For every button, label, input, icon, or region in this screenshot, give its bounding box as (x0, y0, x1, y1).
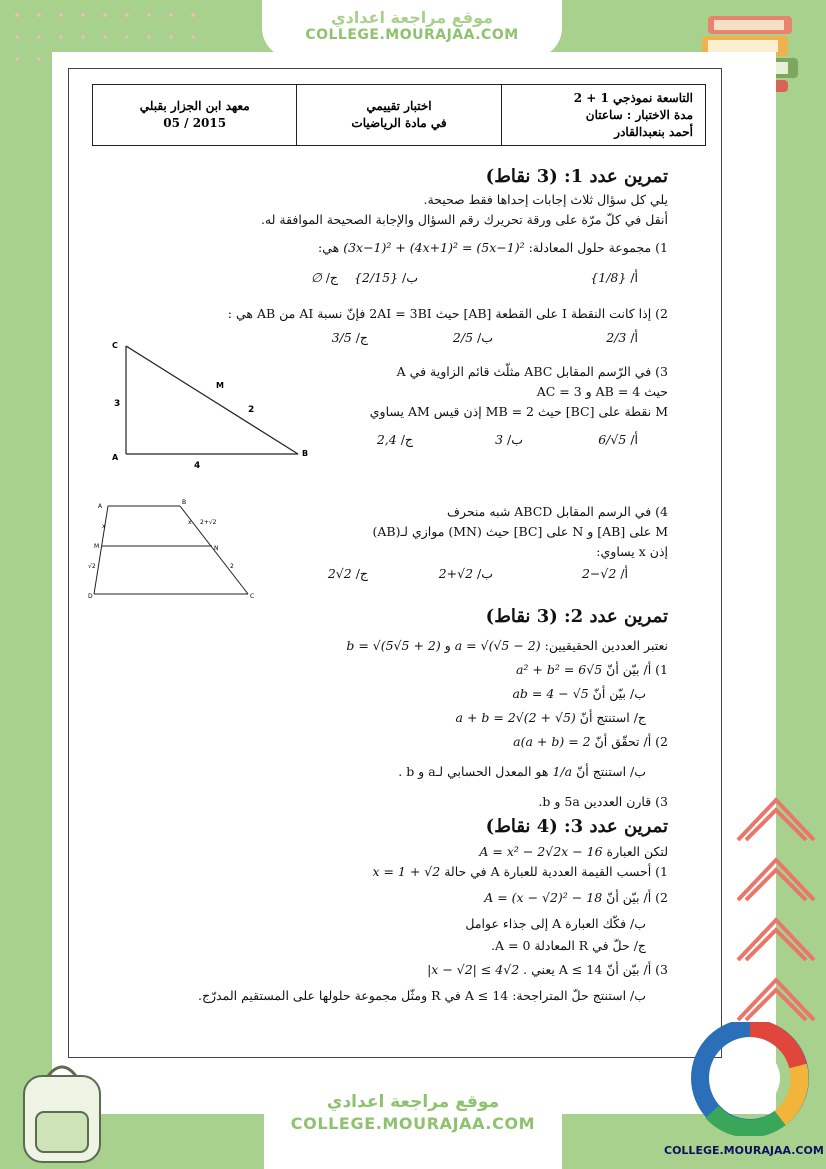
option-label: ب/ (507, 432, 523, 447)
ex2-title: تمرين عدد 2: (3 نقاط) (485, 606, 668, 627)
ex1-q3-line1: 3) في الرّسم المقابل ABC مثلّث قائم الزاوية في A (396, 364, 668, 379)
exam-subject: في مادة الرياضيات (351, 116, 447, 130)
q3-c-value: 2,4 (376, 432, 397, 447)
q3-option-c (377, 432, 413, 447)
q2-a-value: 2/3 (606, 330, 627, 345)
q3-option-a (598, 432, 638, 447)
option-label: ج/ (400, 432, 413, 447)
q1a-label: 1) أ/ بيّن أنّ (606, 662, 668, 677)
ex2-q1b (512, 686, 646, 701)
q1b-expr: ab = 4 − √5 (512, 686, 589, 701)
q2-c-value: 3/5 (331, 330, 352, 345)
ex1-q3-line3: M نقطة على [BC] حيث MB = 2 إذن قيس AM يساوي (369, 404, 668, 419)
q1-option-b (354, 270, 418, 285)
q2b-label: ب/ استنتج أنّ (576, 764, 646, 779)
class-level: التاسعة نموذجي 1 + 2 (573, 90, 693, 105)
exam-header-table (92, 84, 706, 146)
q1-option-a (590, 270, 638, 285)
ex3-q3a-label: 3) أ/ بيّن أنّ A ≤ 14 يعني (531, 962, 668, 977)
option-label: ج/ (355, 566, 368, 581)
q4-b-value: 2+√2 (438, 566, 474, 581)
q2-option-a (606, 330, 638, 345)
option-label: ب/ (477, 566, 493, 581)
seg-x-label-2: x (188, 519, 192, 526)
point-d-label: D (88, 593, 93, 600)
point-a-label: A (98, 503, 103, 510)
option-label: أ/ (630, 432, 638, 447)
header-cell-title (296, 85, 500, 145)
option-label: أ/ (620, 566, 628, 581)
and-text: و (444, 638, 451, 653)
seg-nc-label: 2 (230, 563, 234, 570)
q4-option-c (328, 566, 368, 581)
seg-md-label: √2 (88, 563, 96, 570)
header-cell-school (93, 85, 296, 145)
ex3-q1-label: 1) أحسب القيمة العددية للعبارة A في حالة (444, 864, 668, 879)
seg-x-label-1: x (102, 523, 106, 530)
q1b-label: ب/ بيّن أنّ (592, 686, 646, 701)
ex1-intro-1: يلي كل سؤال ثلاث إجابات إحداها فقط صحيحة. (423, 192, 668, 207)
ex3-q1 (372, 864, 668, 879)
side-ab-label: 4 (194, 461, 201, 471)
ex2-intro-text: نعتبر العددين الحقيقيين: (544, 638, 668, 653)
ex2-q2a (513, 734, 668, 749)
ex1-q4-line2: M على [AB] و N على [BC] حيث (MN) موازي لـ(AB) (372, 524, 668, 539)
site-name-ar: موقع مراجعة اعدادي (326, 1092, 500, 1112)
site-name-en: COLLEGE.MOURAJAA.COM (305, 27, 519, 43)
q1-text: 1) مجموعة حلول المعادلة: (528, 240, 668, 255)
point-b-label: B (182, 499, 187, 506)
q4-a-value: 2−√2 (581, 566, 617, 581)
exam-title: اختبار تقييمي (366, 99, 432, 113)
a-expression: A = x² − 2√2x − 16 (479, 844, 603, 859)
ex2-q1c (456, 710, 646, 725)
chevron-up-icons (734, 790, 818, 1050)
ex3-q2a-label: 2) أ/ بيّن أنّ (606, 890, 668, 905)
q1c-label: ج/ استنتج أنّ (579, 710, 646, 725)
side-mb-label: 2 (248, 405, 255, 415)
site-logo-icon (690, 1022, 820, 1136)
q2-option-c (332, 330, 368, 345)
ex1-title: تمرين عدد 1: (3 نقاط) (485, 166, 668, 187)
seg-nb-label: 2+√2 (200, 519, 217, 526)
q2a-label: 2) أ/ تحقّق أنّ (594, 734, 668, 749)
ex3-q2c: ج/ حلّ في R المعادلة A = 0. (491, 938, 646, 953)
q4-c-value: 2√2 (327, 566, 352, 581)
site-name-en: COLLEGE.MOURAJAA.COM (290, 1114, 536, 1133)
ex2-q1a (516, 662, 668, 677)
ex3-q3b: ب/ استنتج حلّ المتراجحة: A ≤ 14 في R ومثّل مجموعة حلولها على المستقيم المدرّج. (197, 988, 646, 1003)
q2-option-b (453, 330, 493, 345)
logo-site-text[interactable]: COLLEGE.MOURAJAA.COM (664, 1144, 824, 1157)
ex2-intro (346, 638, 668, 653)
q1-equation: (3x−1)² + (4x+1)² = (5x−1)² (343, 240, 525, 255)
option-label: أ/ (630, 270, 638, 285)
school-name: معهد ابن الجزار بقبلي (139, 99, 250, 113)
q3-option-b (495, 432, 523, 447)
ex3-q2a-expr: A = (x − √2)² − 18 (484, 890, 603, 905)
q4-option-a (582, 566, 628, 581)
ex1-q4-line3: إذن x يساوي: (596, 544, 668, 559)
q1-c-value: ∅ (310, 270, 322, 285)
ex3-intro (479, 844, 668, 859)
ex2-q3: 3) قارن العددين 5a و b. (538, 794, 668, 809)
ex3-title: تمرين عدد 3: (4 نقاط) (485, 816, 668, 837)
q1-end: هي: (317, 240, 340, 255)
q3-b-value: 3 (495, 432, 504, 447)
point-b-label: B (302, 449, 309, 458)
point-c-label: C (250, 593, 255, 600)
ex3-q3a-expr: |x − √2| ≤ 4√2 . (427, 962, 528, 977)
option-label: ج/ (355, 330, 368, 345)
point-m-label: M (216, 381, 224, 390)
ex1-q1 (318, 240, 668, 255)
point-n-label: N (214, 545, 219, 552)
q2b-fraction: 1/a (552, 764, 573, 779)
q1c-expr: a + b = 2√(2 + √5) (455, 710, 576, 725)
q2b-end: هو المعدل الحسابي لـa و b . (398, 764, 549, 779)
b-definition: b = √(5√5 + 2) (346, 638, 441, 653)
point-a-label: A (112, 453, 119, 462)
ex1-q3-line2: حيث AB = 4 و AC = 3 (536, 384, 668, 399)
q4-option-b (439, 566, 493, 581)
ex3-q2b: ب/ فكّك العبارة A إلى جذاء عوامل (465, 916, 646, 931)
q1-a-value: {1/8} (590, 270, 627, 285)
point-c-label: C (112, 341, 118, 350)
q1-b-value: {2/15} (354, 270, 399, 285)
ex1-intro-2: أنقل في كلّ مرّة على ورقة تحريرك رقم السؤال والإجابة الصحيحة الموافقة له. (260, 212, 668, 227)
top-site-label[interactable] (262, 0, 562, 58)
option-label: ب/ (402, 270, 418, 285)
ex3-intro-text: لتكن العبارة (606, 844, 668, 859)
exam-duration: مدة الاختبار : ساعتان (585, 107, 693, 122)
teacher-name: أحمد بنعبدالقادر (614, 124, 693, 139)
option-label: ب/ (477, 330, 493, 345)
bottom-site-label[interactable] (264, 1092, 562, 1133)
site-name-ar: موقع مراجعة اعدادي (330, 8, 494, 27)
exam-date: 2015 / 05 (163, 116, 227, 130)
q3-a-value: 6/√5 (598, 432, 627, 447)
q1-option-c (311, 270, 338, 285)
option-label: ج/ (325, 270, 338, 285)
ex3-q3a (427, 962, 668, 977)
ex3-q2a (484, 890, 668, 905)
option-label: أ/ (630, 330, 638, 345)
header-cell-class (501, 85, 705, 145)
trapezoid-figure (88, 496, 258, 604)
ex2-q2b (398, 764, 646, 779)
point-m-label: M (94, 543, 100, 550)
q2-b-value: 2/5 (452, 330, 474, 345)
a-definition: a = √(√5 − 2) (454, 638, 541, 653)
triangle-figure (106, 336, 312, 472)
ex1-q4-line1: 4) في الرسم المقابل ABCD شبه منحرف (446, 504, 668, 519)
backpack-icon (14, 1056, 110, 1166)
side-ac-label: 3 (114, 399, 121, 409)
ex3-q1-value: x = 1 + √2 (372, 864, 441, 879)
q1a-expr: a² + b² = 6√5 (515, 662, 603, 677)
q2a-expr: a(a + b) = 2 (513, 734, 591, 749)
ex1-q2: 2) إذا كانت النقطة I على القطعة [AB] حيث 2AI = 3BI فإنّ نسبة AI من AB هي : (227, 306, 668, 321)
